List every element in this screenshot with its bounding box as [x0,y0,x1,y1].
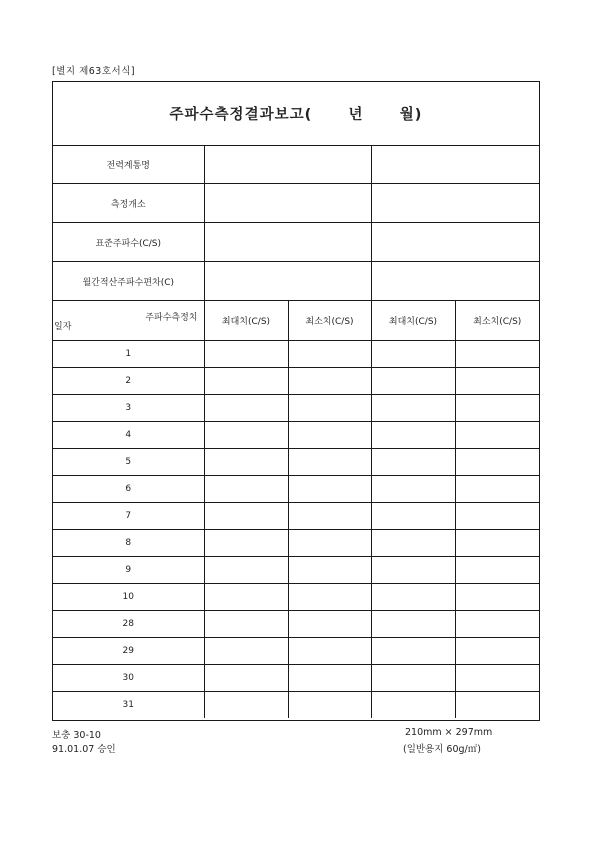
measurement-cell[interactable] [204,692,288,719]
footer-ref: 보충 30-10 [52,730,101,741]
footer-paper-size: 210mm × 297mm [405,727,493,738]
measurement-cell[interactable] [204,395,288,422]
measurement-cell[interactable] [204,476,288,503]
info-label: 표준주파수(C/S) [53,223,204,262]
measurement-cell[interactable] [371,557,455,584]
day-label: 28 [53,611,204,638]
info-cell[interactable] [204,223,371,262]
info-cell[interactable] [204,262,371,301]
column-header: 최대치(C/S) [204,301,288,341]
day-row [53,503,539,530]
measurement-cell[interactable] [204,557,288,584]
measurement-cell[interactable] [371,422,455,449]
header-corner-cell [53,301,204,341]
measurement-cell[interactable] [371,341,455,368]
page-title: 주파수측정결과보고( 년 월) [169,107,423,123]
measurement-cell[interactable] [455,476,539,503]
column-header: 최소치(C/S) [455,301,539,341]
day-row [53,530,539,557]
measurement-cell[interactable] [288,638,371,665]
footer-approval: 91.01.07 승인 [52,744,116,755]
day-row [53,611,539,638]
measurement-cell[interactable] [371,638,455,665]
measurement-cell[interactable] [371,503,455,530]
day-label: 8 [53,530,204,557]
measurement-cell[interactable] [288,503,371,530]
measurement-cell[interactable] [455,584,539,611]
day-row [53,449,539,476]
info-cell[interactable] [204,184,371,223]
footer-paper-type: (일반용지 60g/㎡) [403,744,481,755]
measurement-cell[interactable] [455,341,539,368]
measurement-cell[interactable] [288,557,371,584]
measurement-cell[interactable] [204,341,288,368]
day-label: 5 [53,449,204,476]
measurement-cell[interactable] [455,449,539,476]
measurement-cell[interactable] [455,530,539,557]
measurement-cell[interactable] [455,557,539,584]
header-corner-top: 주파수측정치 [145,313,198,323]
column-header: 최대치(C/S) [371,301,455,341]
report-form [52,81,540,721]
measurement-cell[interactable] [204,449,288,476]
measurement-cell[interactable] [455,422,539,449]
measurement-cell[interactable] [288,584,371,611]
day-label: 10 [53,584,204,611]
day-label: 9 [53,557,204,584]
info-label: 전력계통명 [53,145,204,184]
measurement-cell[interactable] [204,503,288,530]
measurement-cell[interactable] [204,368,288,395]
day-row [53,557,539,584]
measurement-cell[interactable] [288,611,371,638]
measurement-cell[interactable] [455,503,539,530]
day-label: 3 [53,395,204,422]
measurement-cell[interactable] [204,530,288,557]
day-row [53,341,539,368]
day-row [53,638,539,665]
measurement-cell[interactable] [455,368,539,395]
measurement-cell[interactable] [371,584,455,611]
day-label: 29 [53,638,204,665]
day-row [53,476,539,503]
day-label: 31 [53,692,204,719]
measurement-cell[interactable] [288,476,371,503]
measurement-cell[interactable] [371,368,455,395]
info-row [53,223,539,262]
day-row [53,665,539,692]
form-number-label: [별지 제63호서식] [52,66,136,77]
measurement-cell[interactable] [371,692,455,719]
measurement-cell[interactable] [455,692,539,719]
day-label: 6 [53,476,204,503]
day-row [53,422,539,449]
day-row [53,395,539,422]
info-cell[interactable] [371,262,539,301]
measurement-cell[interactable] [371,530,455,557]
measurement-cell[interactable] [288,341,371,368]
info-label: 측정개소 [53,184,204,223]
measurement-cell[interactable] [371,665,455,692]
info-row [53,262,539,301]
day-row [53,692,539,719]
measurement-cell[interactable] [371,611,455,638]
measurement-cell[interactable] [288,665,371,692]
day-row [53,584,539,611]
measurement-cell[interactable] [455,395,539,422]
measurement-cell[interactable] [204,584,288,611]
day-label: 1 [53,341,204,368]
info-cell[interactable] [371,145,539,184]
measurement-cell[interactable] [455,665,539,692]
day-label: 30 [53,665,204,692]
measurement-cell[interactable] [288,449,371,476]
info-row [53,145,539,184]
day-label: 4 [53,422,204,449]
report-table [53,145,539,718]
info-cell[interactable] [371,223,539,262]
measurement-cell[interactable] [288,530,371,557]
measurement-cell[interactable] [371,476,455,503]
day-row [53,368,539,395]
title-box [53,82,539,146]
info-row [53,184,539,223]
info-cell[interactable] [371,184,539,223]
measurement-cell[interactable] [204,638,288,665]
measurement-cell[interactable] [204,611,288,638]
measurement-cell[interactable] [455,638,539,665]
header-corner-bottom: 일자 [54,322,72,332]
column-header-row [53,301,539,341]
info-cell[interactable] [204,145,371,184]
measurement-cell[interactable] [288,395,371,422]
day-label: 7 [53,503,204,530]
measurement-cell[interactable] [288,692,371,719]
measurement-cell[interactable] [288,422,371,449]
info-label: 월간적산주파수편차(C) [53,262,204,301]
measurement-cell[interactable] [371,449,455,476]
measurement-cell[interactable] [455,611,539,638]
measurement-cell[interactable] [204,422,288,449]
measurement-cell[interactable] [204,665,288,692]
measurement-cell[interactable] [371,395,455,422]
measurement-cell[interactable] [288,368,371,395]
day-label: 2 [53,368,204,395]
column-header: 최소치(C/S) [288,301,371,341]
